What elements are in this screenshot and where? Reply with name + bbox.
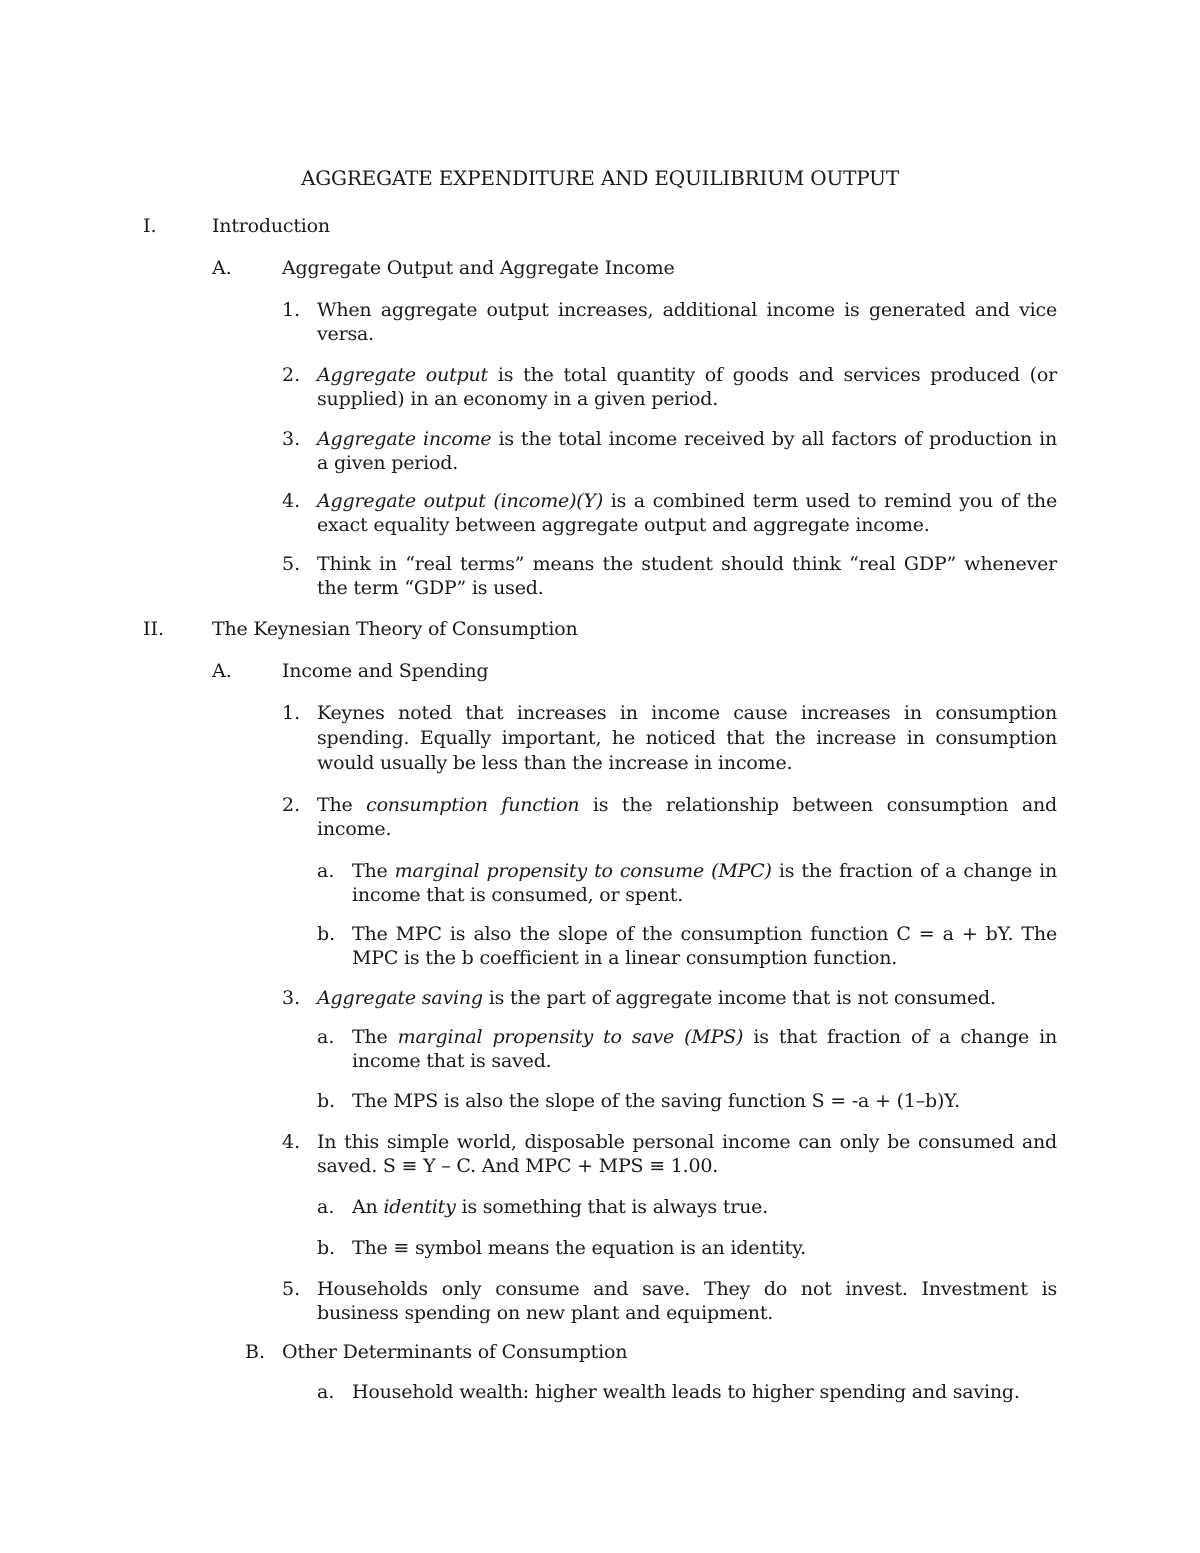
list-item: Households only consume and save. They do not invest. Investment is business spending on new plant and equipment. (317, 1278, 1057, 1324)
defined-term: consumption function (366, 794, 580, 816)
item-text: is the total quantity of goods and services produced (or supplied) in an economy in a given period. (317, 364, 1057, 410)
item-text: is the fraction of a change in income that is consumed, or spent. (352, 860, 1058, 906)
item-text: The (352, 1026, 398, 1048)
item-text: An (352, 1196, 384, 1218)
subsection-heading: Other Determinants of Consumption (282, 1341, 628, 1363)
subsection-heading: Aggregate Output and Aggregate Income (282, 257, 675, 279)
item-text: is a combined term used to remind you of the exact equality between aggregate output and aggregate income. (317, 490, 1057, 536)
subitem-marker: a. (317, 1196, 335, 1218)
list-item (317, 986, 996, 1010)
item-marker: 1. (282, 702, 301, 724)
item-text: The (352, 860, 395, 882)
item-marker: 5. (282, 1278, 301, 1300)
item-marker: 3. (282, 987, 301, 1009)
subitem-marker: b. (317, 1090, 336, 1112)
defined-term: marginal propensity to save (MPS) (397, 1026, 744, 1048)
item-text: is the part of aggregate income that is not consumed. (482, 987, 996, 1009)
list-subitem (352, 1195, 768, 1219)
section-heading: Introduction (212, 215, 330, 237)
subsection-marker: B. (245, 1341, 266, 1363)
defined-term: marginal propensity to consume (MPC) (394, 860, 772, 882)
item-marker: 5. (282, 553, 301, 575)
subitem-marker: a. (317, 1026, 335, 1048)
subsection-marker: A. (212, 257, 232, 279)
subsection-marker: A. (212, 660, 232, 682)
item-marker: 4. (282, 1131, 301, 1153)
defined-term: Aggregate income (317, 428, 492, 450)
item-text: The (317, 794, 367, 816)
list-item (317, 489, 1057, 537)
item-marker: 1. (282, 299, 301, 321)
list-subitem: The MPC is also the slope of the consumption function C = a + bY. The MPC is the b coefficient in a linear consumption function. (352, 923, 1057, 969)
item-marker: 2. (282, 364, 301, 386)
list-subitem: The MPS is also the slope of the saving function S = -a + (1–b)Y. (352, 1090, 960, 1112)
list-subitem: Household wealth: higher wealth leads to higher spending and saving. (352, 1381, 1020, 1403)
list-subitem (352, 1025, 1057, 1073)
subsection-heading: Income and Spending (282, 660, 489, 682)
section-marker: I. (143, 215, 157, 237)
item-text: is something that is always true. (455, 1196, 769, 1218)
list-item (317, 793, 1057, 841)
list-item (317, 363, 1057, 411)
list-item: Think in “real terms” means the student should think “real GDP” whenever the term “GDP” is used. (317, 553, 1057, 599)
subitem-marker: b. (317, 923, 336, 945)
section-heading: The Keynesian Theory of Consumption (212, 618, 578, 640)
list-item: When aggregate output increases, additional income is generated and vice versa. (317, 299, 1057, 345)
item-marker: 4. (282, 490, 301, 512)
defined-term: Aggregate output (income)(Y) (317, 490, 604, 512)
list-subitem (352, 859, 1057, 907)
subitem-marker: a. (317, 1381, 335, 1403)
list-item (317, 427, 1057, 475)
item-text: is the total income received by all factors of production in a given period. (317, 428, 1057, 474)
item-text: is that fraction of a change in income that is saved. (352, 1026, 1057, 1072)
section-marker: II. (143, 618, 165, 640)
item-marker: 2. (282, 794, 301, 816)
item-text: is the relationship between consumption and income. (317, 794, 1057, 840)
defined-term: Aggregate output (317, 364, 488, 386)
list-item: In this simple world, disposable personal income can only be consumed and saved. S ≡ Y – C. And MPC + MPS ≡ 1.00. (317, 1131, 1057, 1177)
defined-term: identity (383, 1196, 456, 1218)
list-item: Keynes noted that increases in income cause increases in consumption spending. Equally important, he noticed that the increase in consumption would usually be less than the increase in income. (317, 702, 1057, 774)
page-title: AGGREGATE EXPENDITURE AND EQUILIBRIUM OUTPUT (301, 166, 899, 190)
list-subitem: The ≡ symbol means the equation is an identity. (352, 1237, 806, 1259)
item-marker: 3. (282, 428, 301, 450)
defined-term: Aggregate saving (317, 987, 483, 1009)
subitem-marker: b. (317, 1237, 336, 1259)
subitem-marker: a. (317, 860, 335, 882)
